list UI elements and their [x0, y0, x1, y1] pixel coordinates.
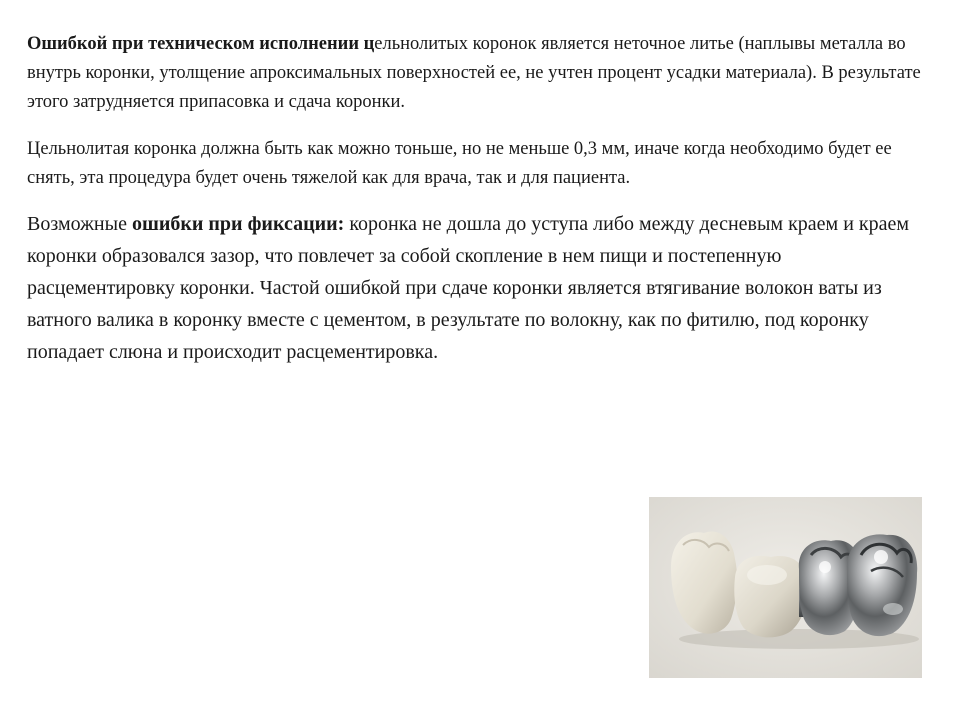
- paragraph-3-bold: ошибки при фиксации:: [131, 213, 345, 235]
- paragraph-fixation-errors: [27, 208, 932, 368]
- paragraph-2-text: Цельнолитая коронка должна быть как можно тоньше, но не меньше 0,3 мм, иначе когда необходимо будет ее снять, эта процедура будет очень тяжелой как для врача, так и для пациента.: [27, 139, 892, 188]
- paragraph-casting-errors: [27, 30, 932, 117]
- paragraph-3-lead: Возможные: [27, 213, 132, 235]
- paragraph-1-bold: Ошибкой при техническом исполнении ц: [27, 34, 375, 54]
- paragraph-crown-thickness: [27, 135, 932, 193]
- dental-crowns-photo: [649, 497, 922, 678]
- paragraph-3-text: коронка не дошла до уступа либо между десневым краем и краем коронки образовался зазор, что повлечет за собой скопление в нем пищи и постепенную расцементировку коронки. Частой ошибкой при сдаче коронки является втягивание волокон ваты из ватного валика в коронку вместе с цементом, в результате по волокну, как по фитилю, под коронку попадает слюна и происходит расцементировка.: [27, 213, 910, 363]
- dental-crowns-illustration: [649, 497, 922, 678]
- paragraph-1-text: ельнолитых коронок является неточное литье (наплывы металла во внутрь коронки, утолщение апроксимальных поверхностей ее, не учтен процент усадки материала). В результате этого затрудняется припасовка и сдача коронки.: [27, 34, 921, 112]
